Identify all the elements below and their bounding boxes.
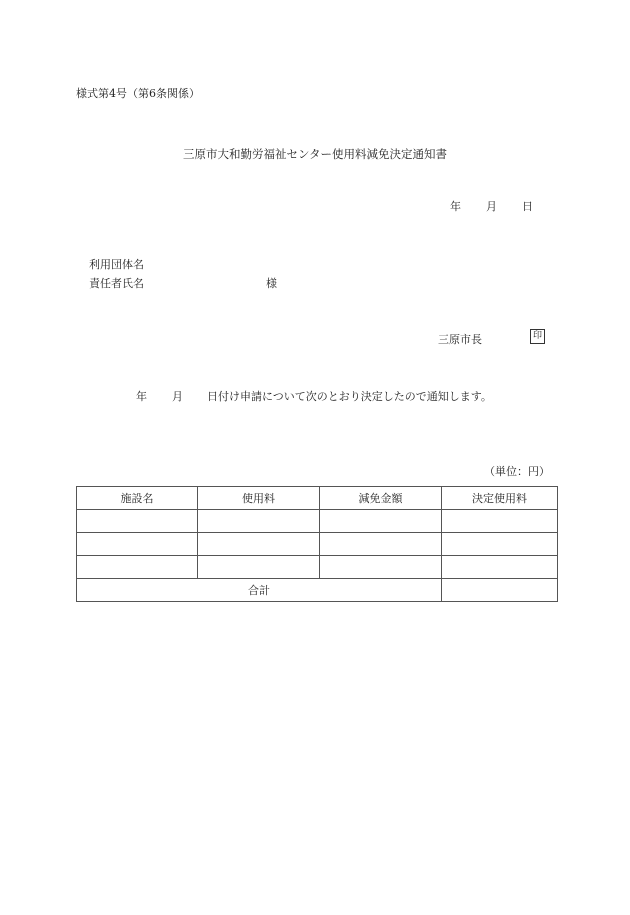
table-header-row <box>77 487 558 510</box>
header-usage-fee: 使用料 <box>198 487 320 510</box>
organization-name-label: 利用団体名 <box>89 258 144 271</box>
honorific: 様 <box>266 277 277 290</box>
seal-mark: 印 <box>530 329 545 344</box>
table-cell <box>198 556 320 579</box>
issuer-title: 三原市長 <box>438 333 482 346</box>
table-cell <box>442 510 558 533</box>
total-label: 合計 <box>77 579 442 602</box>
table-cell <box>198 533 320 556</box>
header-facility-name: 施設名 <box>77 487 198 510</box>
table-cell <box>77 556 198 579</box>
table-cell <box>320 533 442 556</box>
table-cell <box>320 556 442 579</box>
representative-name-label: 責任者氏名 <box>89 277 144 290</box>
table-total-row <box>77 579 558 602</box>
date-year-label: 年 <box>450 200 461 213</box>
total-value-cell <box>442 579 558 602</box>
header-final-fee: 決定使用料 <box>442 487 558 510</box>
table-cell <box>320 510 442 533</box>
unit-note: （単位：円） <box>484 465 550 478</box>
table-cell <box>442 533 558 556</box>
table-row <box>77 533 558 556</box>
table-cell <box>442 556 558 579</box>
form-number: 様式第4号（第6条関係） <box>76 87 200 100</box>
document-title: 三原市大和勤労福祉センター使用料減免決定通知書 <box>182 147 448 161</box>
fee-table <box>76 486 558 602</box>
table-row <box>77 510 558 533</box>
notice-text: 日付け申請について次のとおり決定したので通知します。 <box>207 390 492 403</box>
date-month-label: 月 <box>486 200 497 213</box>
notice-year-label: 年 <box>136 390 147 403</box>
notice-month-label: 月 <box>172 390 183 403</box>
table-row <box>77 556 558 579</box>
table-cell <box>77 533 198 556</box>
table-cell <box>198 510 320 533</box>
date-day-label: 日 <box>522 200 533 213</box>
table-cell <box>77 510 198 533</box>
header-reduction-amount: 減免金額 <box>320 487 442 510</box>
